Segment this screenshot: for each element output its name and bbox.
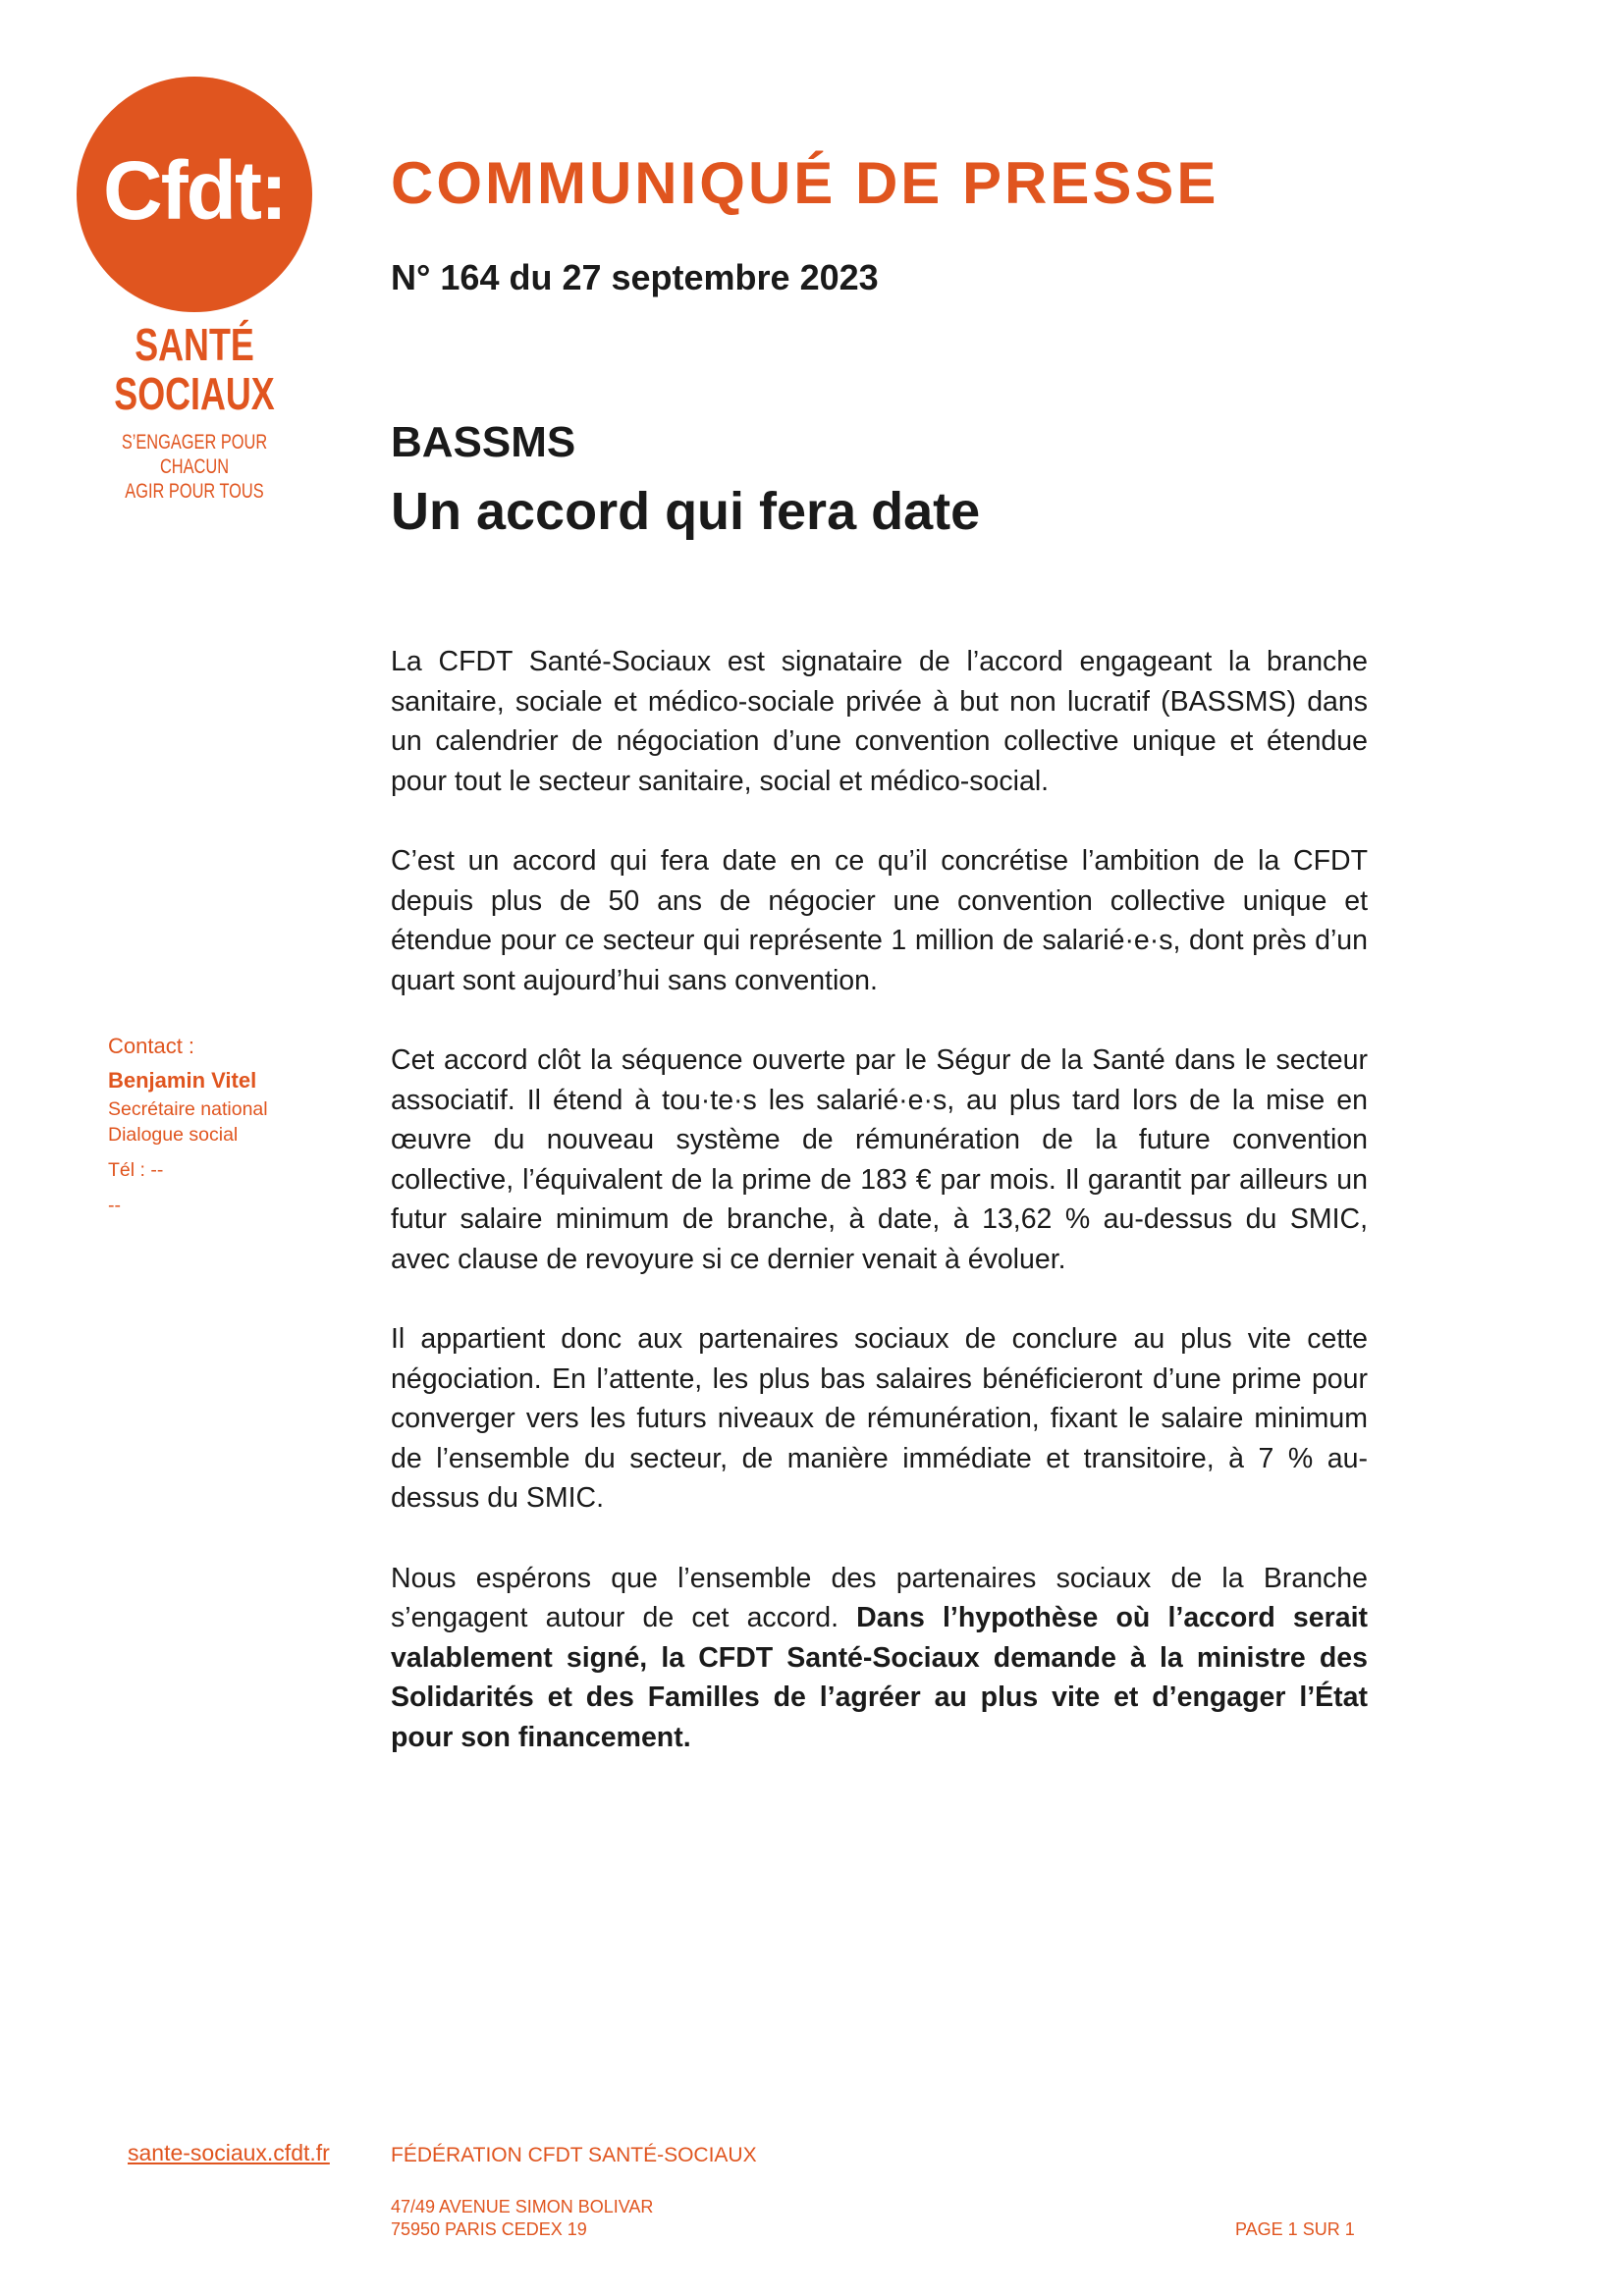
logo-sociaux: SOCIAUX <box>114 368 275 419</box>
body-paragraph-5-plain: Nous espérons que l’ensemble des partenaires sociaux de la Branche s’engagent autour de cet accord. <box>391 1562 1368 1633</box>
headline-title: Un accord qui fera date <box>391 482 981 541</box>
contact-role: Secrétaire national <box>108 1098 268 1120</box>
contact-department: Dialogue social <box>108 1124 239 1146</box>
website-link[interactable]: sante-sociaux.cfdt.fr <box>128 2140 330 2165</box>
logo-mark: Cfdt: <box>103 144 286 237</box>
contact-name: Benjamin Vitel <box>108 1068 257 1093</box>
cfdt-logo <box>77 77 312 504</box>
logo-tagline-1: S’ENGAGER POUR CHACUN <box>121 431 268 478</box>
body-paragraph-5 <box>391 1559 1368 1758</box>
contact-block <box>108 1032 324 1218</box>
contact-label: Contact : <box>108 1034 195 1058</box>
press-body <box>391 642 1368 1797</box>
body-paragraph-4: Il appartient donc aux partenaires sociaux de conclure au plus vite cette négociation. En l’attente, les plus bas salaires bénéficieront d’une prime pour converger vers les futurs niveaux de rémunération, fixant le salaire minimum de l’ensemble du secteur, de manière immédiate et transitoire, à 7 % au-dessus du SMIC. <box>391 1323 1368 1514</box>
footer-organization: FÉDÉRATION CFDT SANTÉ-SOCIAUX <box>391 2144 757 2166</box>
press-release-title: COMMUNIQUÉ DE PRESSE <box>391 150 1219 216</box>
headline-section: BASSMS <box>391 418 576 466</box>
footer-address-line-1: 47/49 AVENUE SIMON BOLIVAR <box>391 2197 654 2216</box>
page-number: PAGE 1 SUR 1 <box>1235 2219 1355 2239</box>
contact-email: -- <box>108 1195 121 1216</box>
press-release-number: N° 164 du 27 septembre 2023 <box>391 257 879 297</box>
logo-sante: SANTÉ <box>135 319 254 370</box>
body-paragraph-2: C’est un accord qui fera date en ce qu’il concrétise l’ambition de la CFDT depuis plus de 50 ans de négocier une convention collective unique et étendue pour ce secteur qui représente 1 million de salarié·e·s, dont près d’un quart sont aujourd’hui sans convention. <box>391 845 1368 996</box>
body-paragraph-1: La CFDT Santé-Sociaux est signataire de l’accord engageant la branche sanitaire, sociale et médico-sociale privée à but non lucratif (BASSMS) dans un calendrier de négociation d’une convention collective unique et étendue pour tout le secteur sanitaire, social et médico-social. <box>391 646 1368 797</box>
body-paragraph-3: Cet accord clôt la séquence ouverte par le Ségur de la Santé dans le secteur associatif. Il étend à tou·te·s les salarié·e·s, au plus tard lors de la mise en œuvre du nouveau système de rémunération de la future convention collective, l’équivalent de la prime de 183 € par mois. Il garantit par ailleurs un futur salaire minimum de branche, à date, à 13,62 % au-dessus du SMIC, avec clause de revoyure si ce dernier venait à évoluer. <box>391 1044 1368 1275</box>
footer-address-line-2: 75950 PARIS CEDEX 19 <box>391 2219 587 2239</box>
contact-phone: Tél : -- <box>108 1159 164 1181</box>
body-paragraph-5-bold: Dans l’hypothèse où l’accord serait valablement signé, la CFDT Santé-Sociaux demande à la ministre des Solidarités et des Familles de l’agréer au plus vite et d’engager l’État pour son financement. <box>391 1602 1368 1753</box>
logo-tagline-2: AGIR POUR TOUS <box>125 480 264 503</box>
logo-circle <box>77 77 312 312</box>
